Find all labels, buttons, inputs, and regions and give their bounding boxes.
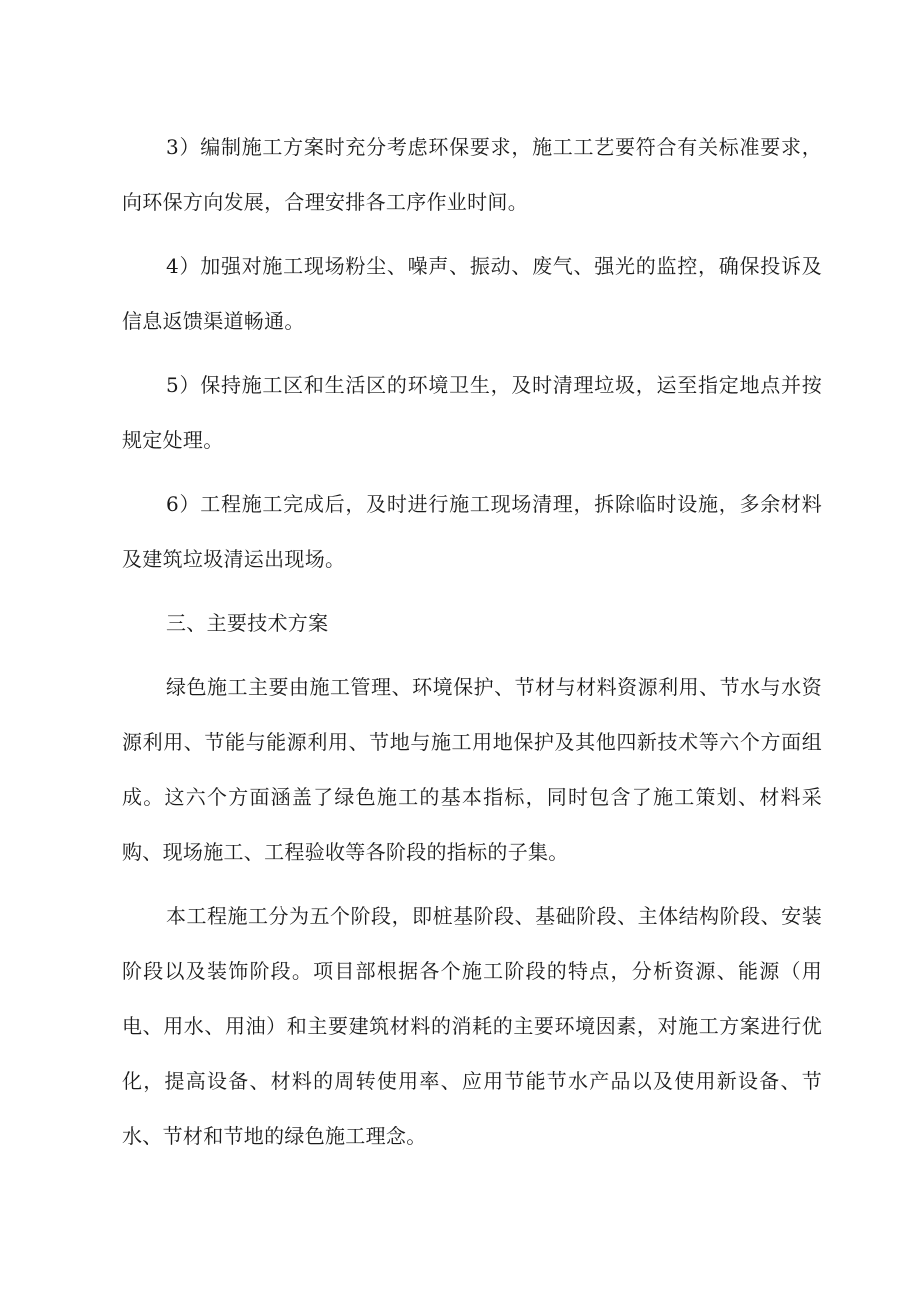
list-item-6: 6）工程施工完成后，及时进行施工现场清理，拆除临时设施，多余材料及建筑垃圾清运出现场。 bbox=[122, 492, 822, 571]
list-item-4: 4）加强对施工现场粉尘、噪声、振动、废气、强光的监控，确保投诉及信息返馈渠道畅通。 bbox=[122, 254, 822, 333]
section-heading: 三、主要技术方案 bbox=[166, 611, 329, 635]
document-body bbox=[122, 120, 822, 1173]
paragraph-phases: 本工程施工分为五个阶段，即桩基阶段、基础阶段、主体结构阶段、安装阶段以及装饰阶段。项目部根据各个施工阶段的特点，分析资源、能源（用电、用水、用油）和主要建筑材料的消耗的主要环境因素，对施工方案进行优化，提高设备、材料的周转使用率、应用节能节水产品以及使用新设备、节水、节材和节地的绿色施工理念。 bbox=[122, 904, 822, 1148]
list-item-3: 3）编制施工方案时充分考虑环保要求，施工工艺要符合有关标准要求，向环保方向发展，合理安排各工序作业时间。 bbox=[122, 135, 822, 214]
paragraph-overview: 绿色施工主要由施工管理、环境保护、节材与材料资源利用、节水与水资源利用、节能与能源利用、节地与施工用地保护及其他四新技术等六个方面组成。这六个方面涵盖了绿色施工的基本指标，同时包含了施工策划、材料采购、现场施工、工程验收等各阶段的指标的子集。 bbox=[122, 675, 822, 864]
list-item-5: 5）保持施工区和生活区的环境卫生，及时清理垃圾，运至指定地点并按规定处理。 bbox=[122, 373, 822, 452]
